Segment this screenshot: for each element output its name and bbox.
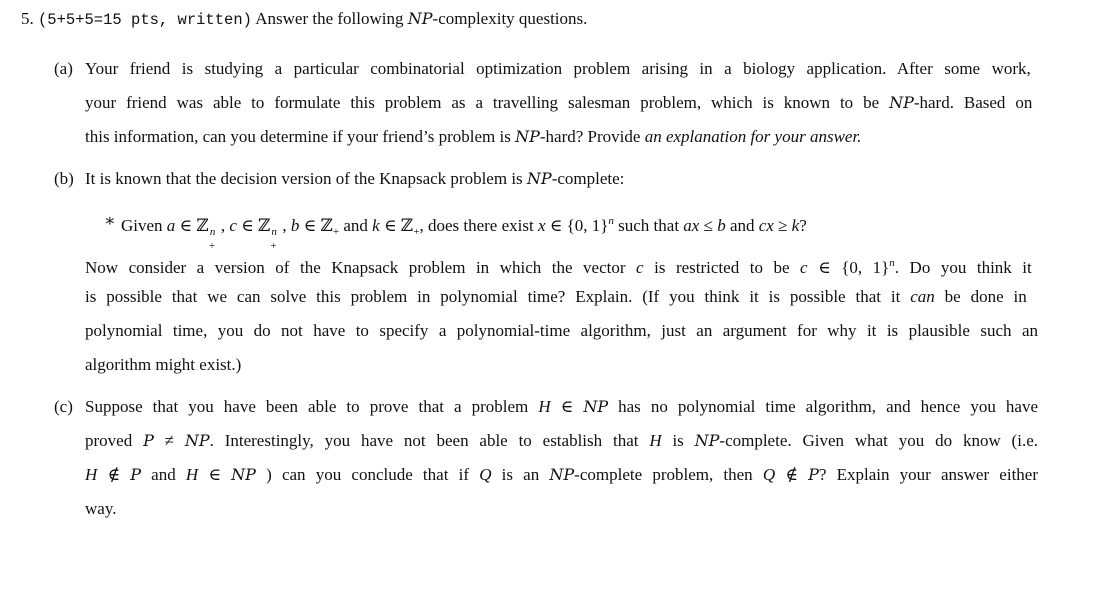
z1-sub: + xyxy=(208,240,216,252)
part-b-intro-end: -complete: xyxy=(551,169,625,188)
part-b-line-2-text: is possible that we can solve this problem in polynomial time? Explain. (If you think it is possible that it xyxy=(85,287,911,306)
part-a-line-2-text: your friend was able to formulate this problem as a travelling salesman problem, which is known to be xyxy=(85,93,890,112)
part-a-line-2 xyxy=(85,93,1032,113)
np-symbol: NP xyxy=(694,431,720,450)
part-c-line-3-mid: -complete problem, then xyxy=(574,465,763,484)
part-a-label: (a) xyxy=(54,59,73,78)
exist-text: , does there exist xyxy=(419,216,538,235)
part-b-intro xyxy=(85,169,624,189)
in-symbol: ∈ xyxy=(198,465,232,484)
part-b-label: (b) xyxy=(54,169,74,188)
now-text: Now consider a version of the Knapsack problem in which the vector xyxy=(85,258,637,277)
integers-symbol: ℤ xyxy=(320,216,333,235)
in-symbol: ∈ xyxy=(175,216,197,235)
part-a-line-2-end: -hard. Based on xyxy=(913,93,1033,112)
part-c-line-3-text: ) can you conclude that if xyxy=(255,465,480,484)
part-c-line-2 xyxy=(85,431,1038,451)
z2-sub: + xyxy=(270,240,277,252)
part-a-line-3-text: this information, can you determine if your friend’s problem is xyxy=(85,127,516,146)
now-end: . Do you think it xyxy=(894,258,1032,277)
var-q: Q xyxy=(479,465,492,484)
binary-set: ∈ {0, 1} xyxy=(545,216,609,235)
var-c: c xyxy=(636,258,644,277)
part-c-line-2-mid: . Interestingly, you have not been able to establish that xyxy=(209,431,650,450)
neq-symbol: ≠ xyxy=(153,431,185,450)
var-k: k xyxy=(372,216,380,235)
np-symbol: NP xyxy=(526,169,552,188)
var-b: b xyxy=(290,216,300,235)
part-c-line-1 xyxy=(85,397,1038,417)
part-a-line-3-mid: -hard? Provide xyxy=(539,127,645,146)
leq-symbol: ≤ xyxy=(699,216,718,235)
part-c-line-3-end: ? Explain your answer either xyxy=(818,465,1039,484)
integers-symbol: ℤ xyxy=(257,216,271,235)
and-text: and xyxy=(725,216,759,235)
set-sup: n xyxy=(889,257,895,269)
is-text: is xyxy=(661,431,695,450)
np-symbol: NP xyxy=(184,431,210,450)
part-c-line-2-end: -complete. Given what you do know (i.e. xyxy=(719,431,1038,450)
var-h: H xyxy=(85,465,98,484)
part-c-line-3 xyxy=(85,465,1038,485)
comma: , xyxy=(282,216,291,235)
notin-symbol: ∉ xyxy=(97,465,131,484)
is-an-text: is an xyxy=(491,465,550,484)
given-text: Given xyxy=(121,216,167,235)
np-symbol: NP xyxy=(549,465,575,484)
comma: , xyxy=(220,216,230,235)
in-symbol: ∈ xyxy=(379,216,401,235)
part-a-line-1: Your friend is studying a particular combinatorial optimization problem arising in a biology application. After some work, xyxy=(85,59,1031,78)
part-b-line-2 xyxy=(85,287,1027,307)
z2-sup: n xyxy=(271,226,277,238)
and-text: and xyxy=(141,465,186,484)
part-a-line-3 xyxy=(85,127,861,147)
var-q: Q xyxy=(762,465,776,484)
var-cx: cx xyxy=(758,216,774,235)
and-text: and xyxy=(339,216,373,235)
knapsack-definition xyxy=(121,211,807,252)
part-b-line-now xyxy=(85,253,1032,278)
var-c: c xyxy=(229,216,237,235)
z1-sup: n xyxy=(209,226,216,238)
p-symbol: P xyxy=(130,465,141,484)
part-b-line-4: algorithm might exist.) xyxy=(85,355,242,374)
now-mid: is restricted to be xyxy=(643,258,801,277)
part-a-emphasis: an explanation for your answer. xyxy=(644,127,862,146)
question-number: 5. xyxy=(21,9,34,28)
var-h: H xyxy=(185,465,199,484)
var-h: H xyxy=(649,431,662,450)
var-h: H xyxy=(538,397,551,416)
heading-end: -complexity questions. xyxy=(432,9,588,28)
z3-sub: + xyxy=(332,226,340,238)
in-symbol: ∈ xyxy=(299,216,321,235)
var-k: k xyxy=(791,216,800,235)
np-symbol: NP xyxy=(407,9,433,28)
var-a: a xyxy=(166,216,176,235)
part-b-line-3: polynomial time, you do not have to specify a polynomial-time algorithm, just an argument for why it is plausible such an xyxy=(85,321,1038,340)
np-symbol: NP xyxy=(231,465,256,484)
knapsack-bullet: ∗ xyxy=(104,211,116,230)
part-b-line-2-end: be done in xyxy=(934,287,1027,306)
integers-symbol: ℤ xyxy=(196,216,209,235)
heading-text: Answer the following xyxy=(251,9,408,28)
z4-sub: + xyxy=(413,226,420,238)
part-c-line-1-text: Suppose that you have been able to prove that a problem xyxy=(85,397,539,416)
can-emphasis: can xyxy=(910,287,935,306)
geq-symbol: ≥ xyxy=(773,216,792,235)
binary-set: ∈ {0, 1} xyxy=(807,258,890,277)
np-symbol: NP xyxy=(889,93,914,112)
points-label: (5+5+5=15 pts, written) xyxy=(38,11,252,29)
p-symbol: P xyxy=(808,465,819,484)
var-x: x xyxy=(537,216,546,235)
notin-symbol: ∉ xyxy=(775,465,809,484)
part-c-line-2-text: proved xyxy=(85,431,144,450)
in-symbol: ∈ xyxy=(236,216,258,235)
part-c-label: (c) xyxy=(54,397,73,416)
p-symbol: P xyxy=(143,431,154,450)
such-text: such that xyxy=(613,216,684,235)
integers-symbol: ℤ xyxy=(400,216,414,235)
part-b-intro-text: It is known that the decision version of the Knapsack problem is xyxy=(85,169,527,188)
part-c-line-1-end: has no polynomial time algorithm, and hence you have xyxy=(608,397,1038,416)
question-mark: ? xyxy=(799,216,807,235)
var-ax: ax xyxy=(683,216,700,235)
var-b: b xyxy=(717,216,726,235)
in-symbol: ∈ xyxy=(550,397,584,416)
np-symbol: NP xyxy=(583,397,609,416)
question-heading xyxy=(21,9,587,30)
set-sup: n xyxy=(608,215,614,227)
var-c: c xyxy=(800,258,808,277)
np-symbol: NP xyxy=(515,127,540,146)
part-c-line-4: way. xyxy=(85,499,117,518)
